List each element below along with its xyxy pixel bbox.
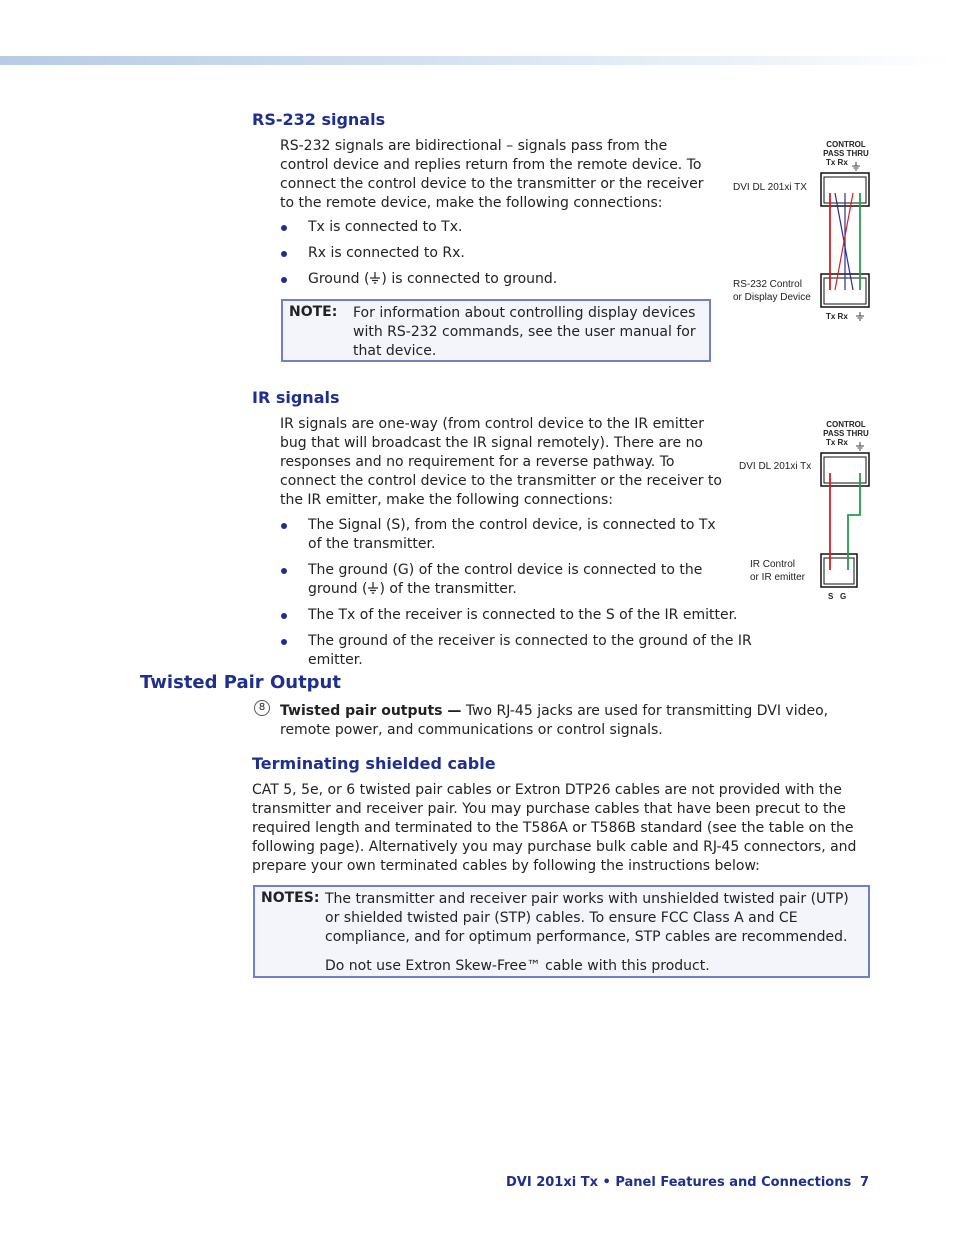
ground-icon <box>367 582 379 594</box>
rs232-device-label: DVI DL 201xi TX <box>733 182 807 193</box>
ir-heading: IR signals <box>252 388 340 407</box>
ir-intro: IR signals are one-way (from control device to the IR emitter bug that will broadcast the IR signal remotely). There are no responses and no requirement for a reverse pathway. To connect the control device to the transmitter or the receiver to the IR emitter, make the following connections: <box>280 416 722 508</box>
rs232-note <box>281 299 711 362</box>
notes-text-1: The transmitter and receiver pair works with unshielded twisted pair (UTP) or shielded twisted pair (STP) cables. To ensure FCC Class A and CE compliance, and for optimum performance, STP cables are recommended. <box>325 891 849 945</box>
terminating-heading: Terminating shielded cable <box>252 754 496 773</box>
page-number: 7 <box>860 1175 870 1190</box>
terminating-notes <box>253 885 870 978</box>
rs232-remote-label: RS-232 Control or Display Device <box>733 279 811 303</box>
list-item: Tx is connected to Tx. <box>280 218 720 237</box>
notes-text-2: Do not use Extron Skew-Free™ cable with this product. <box>325 958 710 974</box>
list-item: Ground ( ) is connected to ground. <box>280 270 720 289</box>
list-item: The ground (G) of the control device is connected to the ground ( ) of the transmitter. <box>280 561 718 599</box>
note-label: NOTE: <box>289 304 338 320</box>
ir-diagram <box>730 415 890 610</box>
ir-bullets <box>280 516 800 670</box>
footer-title: DVI 201xi Tx • Panel Features and Connections <box>506 1175 852 1190</box>
list-item: Rx is connected to Rx. <box>280 244 720 263</box>
rs232-diagram <box>725 135 885 330</box>
emitter-connector-inner <box>824 558 854 584</box>
header-bar <box>0 56 954 65</box>
terminating-body: CAT 5, 5e, or 6 twisted pair cables or Extron DTP26 cables are not provided with the transmitter and receiver pair. You may purchase cables that have been precut to the required length and terminated to the T586A or T586B standard (see the table on the following page). Alternatively you may purchase bulk cable and RJ-45 connectors, and prepare your own terminated cables by following the instructions below: <box>252 782 857 874</box>
ir-remote-pins: S G <box>828 592 847 601</box>
twisted-pair-item: Twisted pair outputs — Two RJ-45 jacks are used for transmitting DVI video, remote power, and communications or control signals. <box>280 703 829 738</box>
list-item: The Tx of the receiver is connected to the S of the IR emitter. <box>280 606 800 625</box>
list-item: The Signal (S), from the control device, is connected to Tx of the transmitter. <box>280 516 718 554</box>
ir-diagram-header: CONTROL PASS THRU Tx Rx <box>823 420 869 447</box>
ground-icon <box>369 272 381 284</box>
ir-remote-label: IR Control or IR emitter <box>750 559 806 583</box>
rs232-intro: RS-232 signals are bidirectional – signals pass from the control device and replies return from the remote device. To connect the control device to the transmitter or the receiver to the remote device, make the following connections: <box>280 138 704 211</box>
ir-device-label: DVI DL 201xi Tx <box>739 461 812 472</box>
note-text: For information about controlling display devices with RS-232 commands, see the user manual for that device. <box>353 305 696 359</box>
twisted-pair-heading: Twisted Pair Output <box>140 672 341 693</box>
callout-badge: 8 <box>254 700 270 716</box>
rs232-bullets <box>280 218 720 289</box>
list-item: The ground of the receiver is connected to the ground of the IR emitter. <box>280 632 800 670</box>
rs232-heading: RS-232 signals <box>252 110 386 129</box>
rs232-remote-pins: Tx Rx <box>826 312 848 321</box>
notes-label: NOTES: <box>261 890 320 906</box>
rs232-diagram-header: CONTROL PASS THRU Tx Rx <box>823 140 869 167</box>
